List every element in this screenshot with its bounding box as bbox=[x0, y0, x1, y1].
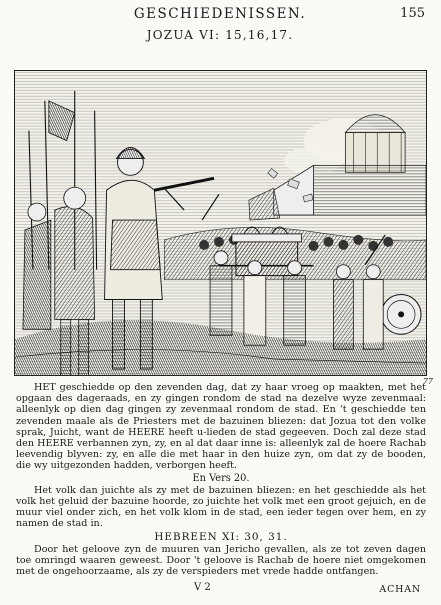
engraving-artwork bbox=[15, 71, 426, 375]
body-text bbox=[16, 382, 426, 577]
section-heading: JOZUA VI: 15,16,17. bbox=[146, 28, 294, 42]
engraving-illustration bbox=[14, 70, 427, 376]
paragraph-joshua: HET geschiedde op den zevenden dag, dat zy haar vroeg op maakten, met het opgaan des dageraads, en zy gingen rondom de stad na dezelve wyze zevenmaal: alleenlyk op dien dag gingen zy zevenmaal rondom de stad. En 't geschiedde ten zevenden maale als de Priesters met de bazuinen bliezen: dat Jozua tot den volke sprak, Juicht, want de HEERE heeft u-lieden de stad gegeeven. Doch zal deze stad den HEERE verbannen zyn, zy, en al dat daar inne is: alleenlyk zal de hoere Rachab leevendig blyven: zy, en alle die met haar in den huize zyn, om dat zy de booden, die wy uitgezonden hadden, verborgen heeft. bbox=[16, 382, 426, 472]
verse-reference: En Vers 20. bbox=[192, 472, 250, 484]
plate-number: 77 bbox=[422, 377, 433, 386]
paragraph-verse-20: Het volk dan juichte als zy met de bazuinen bliezen: en het geschiedde als het volk het geluid der bazuine hoorde, zo juichte het volk met een groot gejuich, en de muur viel onder zich, en het volk klom in de stad, een ieder tegen over hem, en zy namen de stad in. bbox=[16, 484, 426, 530]
catchword: ACHAN bbox=[379, 584, 421, 595]
hebrews-reference: HEBREEN XI: 30, 31. bbox=[154, 530, 288, 543]
page-number: 155 bbox=[400, 6, 425, 21]
paragraph-hebrews: Door het geloove zyn de muuren van Jericho gevallen, als ze tot zeven dagen toe omringd waaren geweest. Door 't geloove is Rachab de hoere niet omgekomen met de ongehoorzaame, als zy de verspieders met vrede hadde ontfangen. bbox=[16, 543, 426, 578]
shield bbox=[381, 295, 421, 335]
signature-mark: V 2 bbox=[194, 582, 211, 593]
running-head: GESCHIEDENISSEN. bbox=[133, 6, 307, 22]
